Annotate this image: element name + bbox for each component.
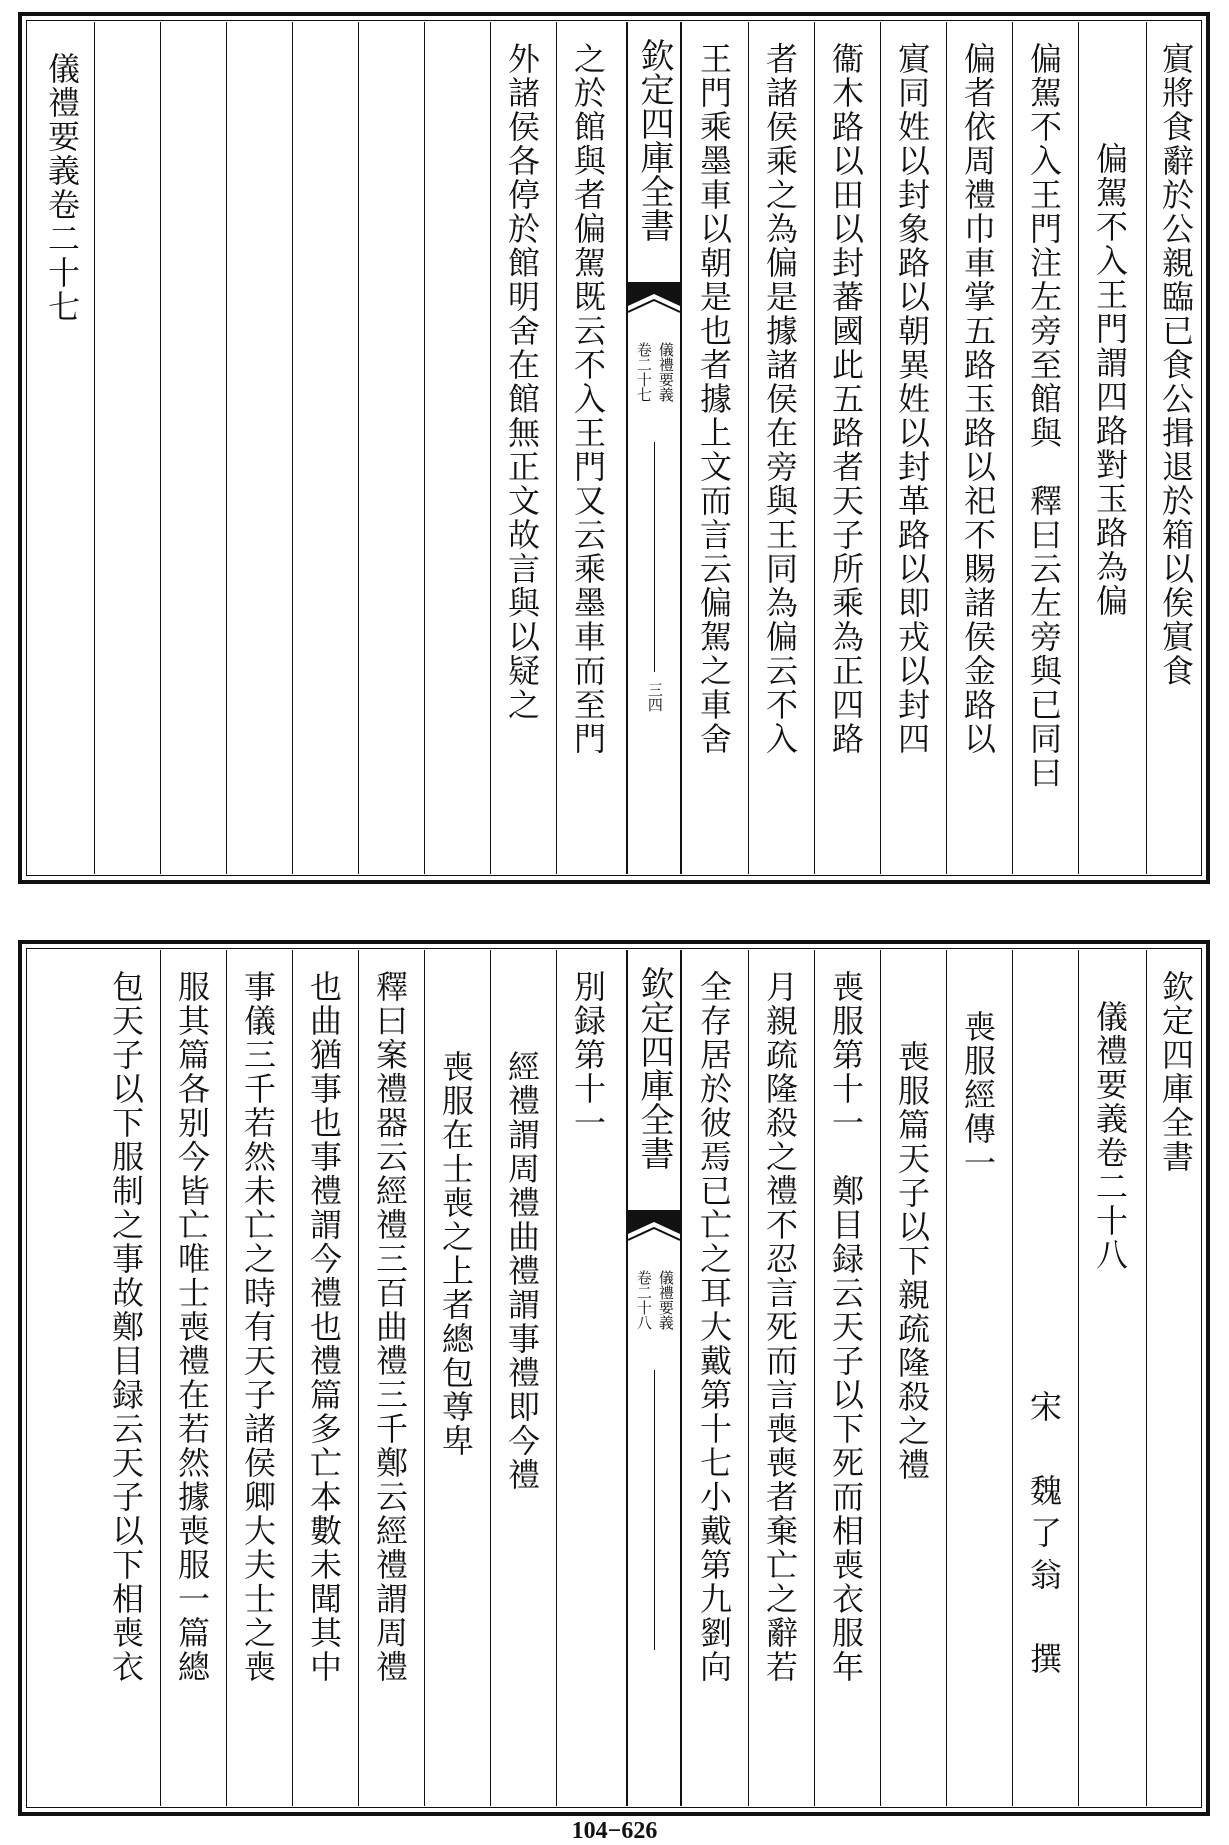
text-column: 之於館與者偏駕既云不入王門又云乘墨車而至門 [569, 42, 607, 756]
text-column: 賔將食辭於公親臨已食公揖退於箱以俟賔食 [1157, 42, 1195, 688]
text-column [364, 22, 416, 874]
column-divider [814, 950, 815, 1806]
column-divider [1078, 22, 1079, 874]
column-divider [160, 22, 161, 874]
text-column: 衞木路以田以封蕃國此五路者天子所乘為正四路 [827, 42, 865, 756]
column-divider [1012, 22, 1013, 874]
text-column: 喪服在士喪之上者總包尊卑 [437, 1050, 475, 1458]
fishtail-mark [628, 282, 680, 322]
text-column: 賔同姓以封象路以朝異姓以封革路以即戎以封四 [893, 42, 931, 756]
column-divider [490, 22, 491, 874]
column-divider [226, 950, 227, 1806]
column-divider [358, 950, 359, 1806]
column-divider [1012, 950, 1013, 1806]
text-column: 也曲猶事也事禮謂今禮也禮篇多亡本數未聞其中 [305, 970, 343, 1684]
column-divider [880, 950, 881, 1806]
center-folio: 三四 [645, 682, 664, 712]
center-title: 欽定四庫全書 [634, 38, 674, 242]
bottom-page [18, 940, 1210, 1816]
text-column: 事儀三千若然未亡之時有天子諸侯卿大夫士之喪 [239, 970, 277, 1684]
volume-end-title: 儀禮要義卷二十七 [43, 52, 81, 324]
column-divider [358, 22, 359, 874]
column-divider [880, 22, 881, 874]
column-divider [424, 950, 425, 1806]
column-divider [160, 950, 161, 1806]
column-divider [814, 22, 815, 874]
top-page [18, 12, 1210, 884]
column-divider [1078, 950, 1079, 1806]
column-divider [424, 22, 425, 874]
text-column: 偏者依周禮巾車掌五路玉路以祀不賜諸侯金路以 [959, 42, 997, 756]
center-rule [654, 1370, 655, 1650]
center-subtitle: 儀禮要義 [656, 1270, 675, 1330]
text-column: 包天子以下服制之事故鄭目録云天子以下相喪衣 [107, 970, 145, 1684]
column-divider [946, 950, 947, 1806]
column-divider [556, 22, 557, 874]
author-line: 宋 魏了翁 撰 [1025, 1390, 1063, 1684]
text-column: 釋曰案禮器云經禮三百曲禮三千鄭云經禮謂周禮 [371, 970, 409, 1684]
column-divider [748, 950, 749, 1806]
text-column [430, 22, 482, 874]
text-column: 經禮謂周禮曲禮謂事禮即今禮 [503, 1050, 541, 1492]
text-column: 者諸侯乘之為偏是據諸侯在旁與王同為偏云不入 [761, 42, 799, 756]
column-divider [1146, 22, 1147, 874]
column-divider [556, 950, 557, 1806]
text-column: 喪服篇天子以下親疏隆殺之禮 [893, 1040, 931, 1482]
column-divider [292, 950, 293, 1806]
column-divider [748, 22, 749, 874]
text-column: 喪服第十一 鄭目録云天子以下死而相喪衣服年 [827, 970, 865, 1684]
column-divider [946, 22, 947, 874]
center-rule [654, 442, 655, 672]
center-column [626, 950, 682, 1806]
text-column: 服其篇各别今皆亡唯士喪禮在若然據喪服一篇總 [173, 970, 211, 1684]
page-number: 104−626 [571, 1818, 658, 1844]
center-column [626, 22, 682, 874]
text-column: 偏駕不入王門注左旁至館與 釋曰云左旁與已同曰 [1025, 42, 1063, 790]
center-volume: 卷二十七 [634, 342, 653, 402]
text-column: 偏駕不入王門謂四路對玉路為偏 [1091, 142, 1129, 618]
text-column: 外諸侯各停於館明舍在館無正文故言與以疑之 [503, 42, 541, 722]
volume-title: 儀禮要義卷二十八 [1091, 1000, 1129, 1272]
book-title: 欽定四庫全書 [1157, 970, 1195, 1174]
column-divider [490, 950, 491, 1806]
center-title: 欽定四庫全書 [634, 966, 674, 1170]
column-divider [94, 22, 95, 874]
text-column: 全存居於彼焉已亡之耳大戴第十七小戴第九劉向 [695, 970, 733, 1684]
center-volume: 卷二十八 [634, 1270, 653, 1330]
text-column [298, 22, 350, 874]
column-divider [292, 22, 293, 874]
text-column: 王門乘墨車以朝是也者據上文而言云偏駕之車舍 [695, 42, 733, 756]
center-subtitle: 儀禮要義 [656, 342, 675, 402]
column-divider [226, 22, 227, 874]
section-heading: 喪服經傳一 [959, 1010, 997, 1180]
fishtail-mark [628, 1210, 680, 1250]
text-column: 別録第十一 [569, 970, 607, 1140]
text-column: 月親疏隆殺之禮不忍言死而言喪喪者棄亡之辭若 [761, 970, 799, 1684]
column-divider [1146, 950, 1147, 1806]
